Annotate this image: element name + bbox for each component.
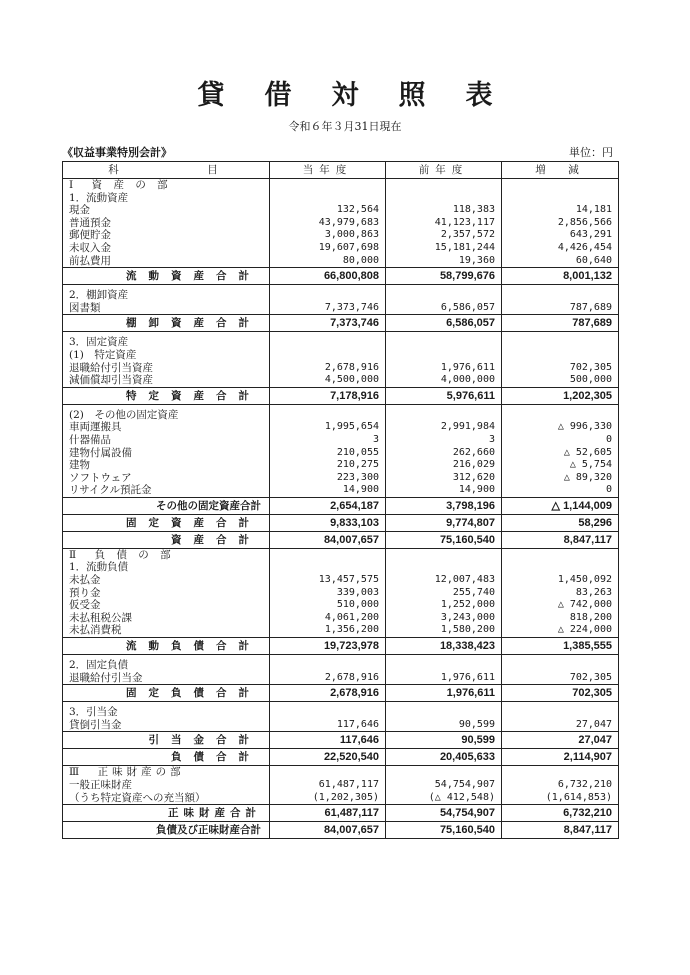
row-label: (2) その他の固定資産 [63, 409, 270, 422]
change-value: △ 996,330 [502, 421, 619, 434]
row-label: （うち特定資産への充当額） [63, 792, 270, 805]
current-year-value [270, 349, 386, 362]
total-row [63, 315, 619, 332]
row-label: 正味財産合計 [63, 805, 270, 822]
row-label: 2．棚卸資産 [63, 289, 270, 302]
previous-year-value: 1,580,200 [386, 624, 502, 637]
previous-year-value [386, 766, 502, 779]
current-year-value: 1,356,200 [270, 624, 386, 637]
unit-label: 単位：円 [569, 146, 613, 159]
row-label: 3．引当金 [63, 706, 270, 719]
row-label: 現金 [63, 204, 270, 217]
change-value: 702,305 [502, 672, 619, 685]
total-row [63, 805, 619, 822]
row-label: 固定負債合計 [63, 685, 270, 702]
row-label: その他の固定資産合計 [63, 497, 270, 514]
table-row [63, 255, 619, 268]
row-label: 特定資産合計 [63, 387, 270, 404]
table-row [63, 766, 619, 779]
previous-year-value [386, 561, 502, 574]
row-label: 流動資産合計 [63, 268, 270, 285]
row-label: 什器備品 [63, 434, 270, 447]
current-year-value: 2,678,916 [270, 685, 386, 702]
current-year-value [270, 336, 386, 349]
row-label: 2．固定負債 [63, 659, 270, 672]
previous-year-value: 75,160,540 [386, 822, 502, 839]
change-value: 702,305 [502, 685, 619, 702]
change-value: 60,640 [502, 255, 619, 268]
previous-year-value: 20,405,633 [386, 749, 502, 766]
previous-year-value: 54,754,907 [386, 779, 502, 792]
previous-year-value: 1,976,611 [386, 362, 502, 375]
current-year-value: 1,995,654 [270, 421, 386, 434]
previous-year-value: 1,252,000 [386, 599, 502, 612]
table-row [63, 409, 619, 422]
change-value: △ 224,000 [502, 624, 619, 637]
row-label: 車両運搬具 [63, 421, 270, 434]
table-row [63, 242, 619, 255]
current-year-value: 19,723,978 [270, 638, 386, 655]
previous-year-value [386, 179, 502, 192]
previous-year-value: 3 [386, 434, 502, 447]
current-year-value: 132,564 [270, 204, 386, 217]
total-row [63, 514, 619, 531]
row-label: 1．流動負債 [63, 561, 270, 574]
table-row [63, 587, 619, 600]
change-value [502, 179, 619, 192]
change-value: △ 1,144,009 [502, 497, 619, 514]
row-label: 引当金合計 [63, 732, 270, 749]
table-row [63, 302, 619, 315]
change-value [502, 349, 619, 362]
previous-year-value: 9,774,807 [386, 514, 502, 531]
change-value [502, 336, 619, 349]
previous-year-value: 41,123,117 [386, 217, 502, 230]
change-value: 8,847,117 [502, 822, 619, 839]
change-value: △ 52,605 [502, 447, 619, 460]
change-value: 787,689 [502, 302, 619, 315]
table-row [63, 672, 619, 685]
change-value: 2,114,907 [502, 749, 619, 766]
previous-year-value: 90,599 [386, 719, 502, 732]
change-value: 702,305 [502, 362, 619, 375]
table-row [63, 779, 619, 792]
table-row [63, 706, 619, 719]
previous-year-value: 6,586,057 [386, 302, 502, 315]
row-label: 退職給付引当金 [63, 672, 270, 685]
previous-year-value: 4,000,000 [386, 374, 502, 387]
change-value [502, 192, 619, 205]
current-year-value: 210,275 [270, 459, 386, 472]
row-label: 退職給付引当資産 [63, 362, 270, 375]
table-row [63, 289, 619, 302]
table-row [63, 336, 619, 349]
current-year-value [270, 192, 386, 205]
change-value: 83,263 [502, 587, 619, 600]
row-label: 資産合計 [63, 531, 270, 548]
current-year-value [270, 766, 386, 779]
table-row [63, 192, 619, 205]
current-year-value: 117,646 [270, 732, 386, 749]
row-label: 未払金 [63, 574, 270, 587]
header-change: 増 減 [502, 162, 619, 179]
previous-year-value: 1,976,611 [386, 685, 502, 702]
row-label: 流動負債合計 [63, 638, 270, 655]
row-label: ソフトウェア [63, 472, 270, 485]
table-row [63, 624, 619, 637]
change-value: 14,181 [502, 204, 619, 217]
table-row [63, 792, 619, 805]
row-label: 棚卸資産合計 [63, 315, 270, 332]
current-year-value [270, 706, 386, 719]
total-row [63, 638, 619, 655]
change-value: 643,291 [502, 229, 619, 242]
table-row [63, 484, 619, 497]
change-value: 8,847,117 [502, 531, 619, 548]
total-row [63, 822, 619, 839]
table-row [63, 349, 619, 362]
table-row [63, 659, 619, 672]
current-year-value [270, 659, 386, 672]
previous-year-value: 3,243,000 [386, 612, 502, 625]
previous-year-value: 216,029 [386, 459, 502, 472]
change-value [502, 548, 619, 561]
as-of-date: 令和６年３月31日現在 [288, 120, 402, 133]
row-label: 郵便貯金 [63, 229, 270, 242]
row-label: 負債合計 [63, 749, 270, 766]
change-value: 0 [502, 434, 619, 447]
table-row [63, 421, 619, 434]
row-label: 1．流動資産 [63, 192, 270, 205]
total-row [63, 732, 619, 749]
current-year-value: 2,678,916 [270, 362, 386, 375]
current-year-value [270, 548, 386, 561]
current-year-value: 80,000 [270, 255, 386, 268]
current-year-value [270, 409, 386, 422]
row-label: 仮受金 [63, 599, 270, 612]
current-year-value: 84,007,657 [270, 531, 386, 548]
total-row [63, 531, 619, 548]
table-row [63, 574, 619, 587]
header-subject: 科 目 [63, 162, 270, 179]
table-row [63, 599, 619, 612]
row-label: Ⅲ 正味財産の部 [63, 766, 270, 779]
document-title: 貸借対照表 [197, 80, 533, 111]
current-year-value: 2,678,916 [270, 672, 386, 685]
previous-year-value: 75,160,540 [386, 531, 502, 548]
table-row [63, 612, 619, 625]
previous-year-value [386, 349, 502, 362]
current-year-value: 339,003 [270, 587, 386, 600]
row-label: リサイクル預託金 [63, 484, 270, 497]
previous-year-value: 2,357,572 [386, 229, 502, 242]
previous-year-value: 3,798,196 [386, 497, 502, 514]
previous-year-value [386, 548, 502, 561]
current-year-value: 4,061,200 [270, 612, 386, 625]
total-row [63, 387, 619, 404]
change-value: △ 742,000 [502, 599, 619, 612]
previous-year-value [386, 336, 502, 349]
change-value: △ 89,320 [502, 472, 619, 485]
change-value [502, 561, 619, 574]
table-row [63, 548, 619, 561]
total-row [63, 685, 619, 702]
change-value: 1,385,555 [502, 638, 619, 655]
table-row [63, 472, 619, 485]
table-row [63, 447, 619, 460]
previous-year-value [386, 289, 502, 302]
table-row [63, 217, 619, 230]
change-value: 27,047 [502, 719, 619, 732]
row-label: 3．固定資産 [63, 336, 270, 349]
change-value [502, 289, 619, 302]
table-row [63, 374, 619, 387]
row-label: 負債及び正味財産合計 [63, 822, 270, 839]
current-year-value [270, 561, 386, 574]
table-row [63, 561, 619, 574]
current-year-value: (1,202,305) [270, 792, 386, 805]
previous-year-value [386, 706, 502, 719]
current-year-value: 510,000 [270, 599, 386, 612]
table-row [63, 179, 619, 192]
row-label: (1) 特定資産 [63, 349, 270, 362]
row-label: 普通預金 [63, 217, 270, 230]
previous-year-value: 18,338,423 [386, 638, 502, 655]
previous-year-value: (△ 412,548) [386, 792, 502, 805]
row-label: 建物 [63, 459, 270, 472]
table-body [63, 179, 619, 839]
row-label: 図書類 [63, 302, 270, 315]
previous-year-value: 262,660 [386, 447, 502, 460]
change-value: 6,732,210 [502, 779, 619, 792]
previous-year-value: 255,740 [386, 587, 502, 600]
table-row [63, 459, 619, 472]
header-current-year: 当年度 [270, 162, 386, 179]
change-value: 58,296 [502, 514, 619, 531]
previous-year-value: 5,976,611 [386, 387, 502, 404]
current-year-value [270, 289, 386, 302]
current-year-value: 61,487,117 [270, 805, 386, 822]
change-value: 8,001,132 [502, 268, 619, 285]
row-label: Ⅱ 負 債 の 部 [63, 548, 270, 561]
change-value: 1,450,092 [502, 574, 619, 587]
previous-year-value: 312,620 [386, 472, 502, 485]
account-name: 《収益事業特別会計》 [62, 146, 172, 159]
header-previous-year: 前年度 [386, 162, 502, 179]
change-value: 27,047 [502, 732, 619, 749]
current-year-value: 2,654,187 [270, 497, 386, 514]
change-value: △ 5,754 [502, 459, 619, 472]
total-row [63, 497, 619, 514]
current-year-value: 13,457,575 [270, 574, 386, 587]
change-value [502, 659, 619, 672]
current-year-value: 9,833,103 [270, 514, 386, 531]
row-label: 減価償却引当資産 [63, 374, 270, 387]
previous-year-value: 58,799,676 [386, 268, 502, 285]
change-value [502, 706, 619, 719]
current-year-value: 3,000,863 [270, 229, 386, 242]
current-year-value: 4,500,000 [270, 374, 386, 387]
current-year-value: 3 [270, 434, 386, 447]
table-row [63, 434, 619, 447]
current-year-value: 84,007,657 [270, 822, 386, 839]
previous-year-value: 2,991,984 [386, 421, 502, 434]
previous-year-value: 118,383 [386, 204, 502, 217]
current-year-value: 19,607,698 [270, 242, 386, 255]
previous-year-value [386, 409, 502, 422]
change-value: (1,614,853) [502, 792, 619, 805]
change-value: 818,200 [502, 612, 619, 625]
change-value: 0 [502, 484, 619, 497]
row-label: Ⅰ 資 産 の 部 [63, 179, 270, 192]
previous-year-value: 1,976,611 [386, 672, 502, 685]
row-label: 未払租税公課 [63, 612, 270, 625]
table-row [63, 719, 619, 732]
change-value: 1,202,305 [502, 387, 619, 404]
current-year-value: 61,487,117 [270, 779, 386, 792]
total-row [63, 268, 619, 285]
previous-year-value: 12,007,483 [386, 574, 502, 587]
previous-year-value [386, 192, 502, 205]
previous-year-value [386, 659, 502, 672]
row-label: 固定資産合計 [63, 514, 270, 531]
change-value: 4,426,454 [502, 242, 619, 255]
row-label: 前払費用 [63, 255, 270, 268]
row-label: 未払消費税 [63, 624, 270, 637]
change-value: 6,732,210 [502, 805, 619, 822]
change-value [502, 766, 619, 779]
change-value [502, 409, 619, 422]
balance-sheet-table [62, 161, 619, 839]
table-row [63, 362, 619, 375]
change-value: 787,689 [502, 315, 619, 332]
row-label: 貸倒引当金 [63, 719, 270, 732]
row-label: 預り金 [63, 587, 270, 600]
current-year-value: 117,646 [270, 719, 386, 732]
current-year-value: 43,979,683 [270, 217, 386, 230]
table-header-row [63, 162, 619, 179]
row-label: 未収入金 [63, 242, 270, 255]
previous-year-value: 15,181,244 [386, 242, 502, 255]
current-year-value: 223,300 [270, 472, 386, 485]
current-year-value: 7,373,746 [270, 302, 386, 315]
previous-year-value: 19,360 [386, 255, 502, 268]
current-year-value: 210,055 [270, 447, 386, 460]
table-row [63, 229, 619, 242]
previous-year-value: 54,754,907 [386, 805, 502, 822]
current-year-value: 14,900 [270, 484, 386, 497]
row-label: 一般正味財産 [63, 779, 270, 792]
current-year-value: 7,373,746 [270, 315, 386, 332]
change-value: 500,000 [502, 374, 619, 387]
row-label: 建物付属設備 [63, 447, 270, 460]
table-row [63, 204, 619, 217]
previous-year-value: 14,900 [386, 484, 502, 497]
current-year-value: 7,178,916 [270, 387, 386, 404]
previous-year-value: 6,586,057 [386, 315, 502, 332]
change-value: 2,856,566 [502, 217, 619, 230]
previous-year-value: 90,599 [386, 732, 502, 749]
current-year-value: 66,800,808 [270, 268, 386, 285]
current-year-value: 22,520,540 [270, 749, 386, 766]
current-year-value [270, 179, 386, 192]
total-row [63, 749, 619, 766]
